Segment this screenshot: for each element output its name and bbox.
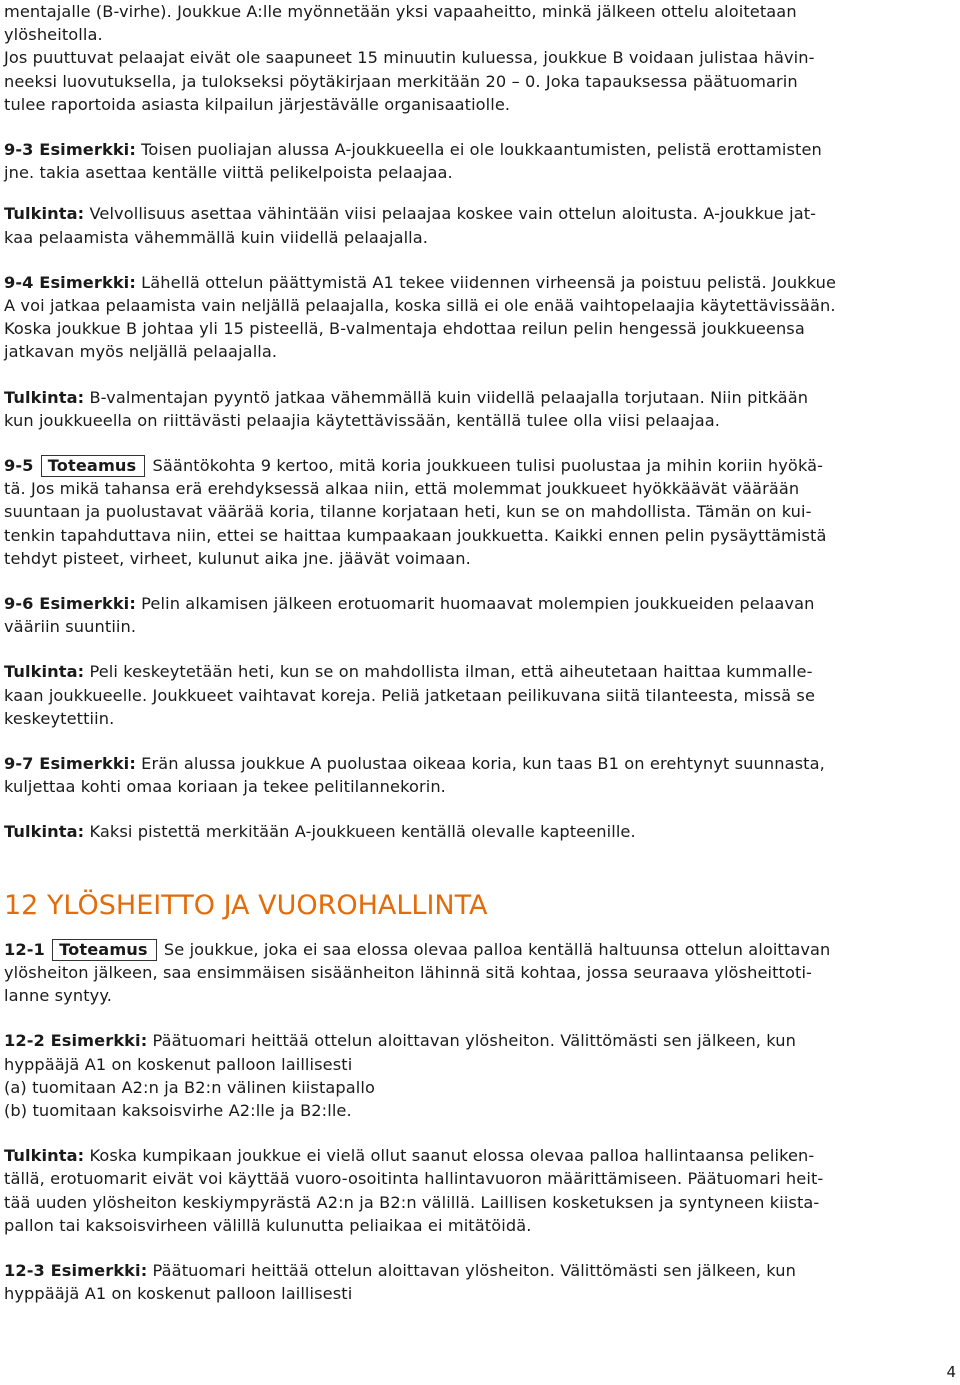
text-line: pallon tai kaksoisvirheen välillä kulunutta peliaikaa ei mitätöidä. (4, 1215, 532, 1235)
text-line: Toisen puoliajan alussa A-joukkueella ei ole loukkaantumisten, pelistä erottamisten (135, 140, 822, 160)
interpretation-label: Tulkinta: (4, 204, 85, 224)
statement-number: 12-1 (4, 939, 45, 959)
text-line: B-valmentajan pyyntö jatkaa vähemmällä kuin viidellä pelaajalla torjutaan. Niin pitkään (84, 387, 809, 407)
interpretation-12-2 (4, 1144, 958, 1237)
text-line: ylösheiton jälkeen, saa ensimmäisen sisäänheiton lähinnä sitä kohtaa, jossa seuraava ylösheittoti- (4, 962, 812, 982)
text-line: vääriin suuntiin. (4, 617, 137, 637)
list-item: (a) tuomitaan A2:n ja B2:n välinen kiistapallo (4, 1077, 375, 1097)
text-line: kaa pelaamista vähemmällä kuin viidellä pelaajalla. (4, 227, 429, 247)
text-line: lanne syntyy. (4, 986, 112, 1006)
interpretation-9-7 (4, 820, 958, 843)
interpretation-label: Tulkinta: (4, 1146, 85, 1166)
text-line: Pelin alkamisen jälkeen erotuomarit huomaavat molempien joukkueiden pelaavan (135, 594, 815, 614)
text-line: kuljettaa kohti omaa koriaan ja tekee pelitilannekorin. (4, 777, 446, 797)
text-line: tällä, erotuomarit eivät voi käyttää vuoro-osoitinta hallintavuoron määrittämiseen. Päätuomari heit- (4, 1169, 824, 1189)
example-9-3 (4, 138, 958, 184)
text-line: Jos puuttuvat pelaajat eivät ole saapuneet 15 minuutin kuluessa, joukkue B voidaan julistaa hävin- (4, 48, 815, 68)
text-line: ylösheitolla. (4, 25, 103, 45)
text-line: Kaksi pistettä merkitään A-joukkueen kentällä olevalle kapteenille. (84, 822, 636, 842)
text-line: kaan joukkueelle. Joukkueet vaihtavat koreja. Peliä jatketaan peilikuvana siitä tilanteesta, missä se (4, 685, 816, 705)
example-label: 9-3 Esimerkki: (4, 140, 136, 160)
text-line: Koska joukkue B johtaa yli 15 pisteellä, B-valmentaja ehdottaa reilun pelin hengessä joukkueensa (4, 319, 805, 339)
text-line: jatkavan myös neljällä pelaajalla. (4, 342, 278, 362)
text-line: hyppääjä A1 on koskenut palloon laillisesti (4, 1284, 353, 1304)
text-line: jne. takia asettaa kentälle viittä pelikelpoista pelaajaa. (4, 163, 453, 183)
text-line: Päätuomari heittää ottelun aloittavan ylösheiton. Välittömästi sen jälkeen, kun (147, 1260, 796, 1280)
statement-box: Toteamus (52, 939, 156, 961)
list-item: (b) tuomitaan kaksoisvirhe A2:lle ja B2:lle. (4, 1100, 352, 1120)
statement-box: Toteamus (41, 455, 145, 477)
text-line: Koska kumpikaan joukkue ei vielä ollut saanut elossa olevaa palloa hallintaansa peliken- (84, 1146, 815, 1166)
text-line: A voi jatkaa pelaamista vain neljällä pelaajalla, koska sillä ei ole enää vaihtopelaajia käytettävissään. (4, 296, 836, 316)
document-page (4, 0, 958, 1305)
text-line: neeksi luovutuksella, ja tulokseksi pöytäkirjaan merkitään 20 – 0. Joka tapauksessa päätuomarin (4, 71, 798, 91)
intro-paragraph (4, 0, 958, 116)
example-12-3 (4, 1259, 958, 1305)
text-line: kun joukkueella on riittävästi pelaajia käytettävissään, kentällä tulee olla viisi pelaajaa. (4, 410, 721, 430)
text-line: keskeytettiin. (4, 708, 115, 728)
example-label: 9-7 Esimerkki: (4, 754, 136, 774)
text-line: Päätuomari heittää ottelun aloittavan ylösheiton. Välittömästi sen jälkeen, kun (147, 1031, 796, 1051)
text-line: Peli keskeytetään heti, kun se on mahdollista ilman, että aiheutetaan haittaa kummalle- (84, 662, 813, 682)
text-line: hyppääjä A1 on koskenut palloon laillisesti (4, 1054, 353, 1074)
interpretation-9-3 (4, 202, 958, 248)
text-line: suuntaan ja puolustavat väärää koria, tilanne korjataan heti, kun se on mahdollista. Tämän on kui- (4, 502, 812, 522)
example-label: 12-2 Esimerkki: (4, 1031, 148, 1051)
example-9-4 (4, 271, 958, 364)
text-line: tä. Jos mikä tahansa erä erehdyksessä alkaa niin, että molemmat joukkueet hyökkäävät väärään (4, 479, 800, 499)
text-line: tulee raportoida asiasta kilpailun järjestävälle organisaatiolle. (4, 94, 511, 114)
interpretation-label: Tulkinta: (4, 662, 85, 682)
text-line: Se joukkue, joka ei saa elossa olevaa palloa kentällä haltuunsa ottelun aloittavan (158, 939, 831, 959)
statement-12-1 (4, 938, 958, 1008)
text-line: mentajalle (B-virhe). Joukkue A:lle myönnetään yksi vapaaheitto, minkä jälkeen ottelu aloitetaan (4, 2, 797, 21)
interpretation-label: Tulkinta: (4, 387, 85, 407)
text-line: tehdyt pisteet, virheet, kulunut aika jne. jäävät voimaan. (4, 548, 471, 568)
example-9-6 (4, 592, 958, 638)
example-label: 12-3 Esimerkki: (4, 1260, 148, 1280)
text-line: tenkin tapahduttava niin, ettei se haittaa kumpaakaan joukkuetta. Kaikki ennen pelin pysäyttämistä (4, 525, 827, 545)
interpretation-9-6 (4, 660, 958, 730)
text-line: Erän alussa joukkue A puolustaa oikeaa koria, kun taas B1 on erehtynyt suunnasta, (135, 754, 825, 774)
example-9-7 (4, 752, 958, 798)
example-label: 9-4 Esimerkki: (4, 272, 136, 292)
text-line: Lähellä ottelun päättymistä A1 tekee viidennen virheensä ja poistuu pelistä. Joukkue (135, 272, 837, 292)
page-number: 4 (946, 1363, 956, 1381)
interpretation-label: Tulkinta: (4, 822, 85, 842)
text-line: tää uuden ylösheiton keskiympyrästä A2:n ja B2:n välillä. Laillisen kosketuksen ja syntyneen kiista- (4, 1192, 820, 1212)
example-label: 9-6 Esimerkki: (4, 594, 136, 614)
text-line: Sääntökohta 9 kertoo, mitä koria joukkueen tulisi puolustaa ja mihin koriin hyökä- (147, 456, 824, 476)
text-line: Velvollisuus asettaa vähintään viisi pelaajaa koskee vain ottelun aloitusta. A-joukkue jat- (84, 204, 817, 224)
statement-number: 9-5 (4, 456, 34, 476)
example-12-2 (4, 1029, 958, 1122)
interpretation-9-4 (4, 386, 958, 432)
statement-9-5 (4, 454, 958, 570)
section-heading: 12 YLÖSHEITTO JA VUOROHALLINTA (4, 889, 488, 921)
